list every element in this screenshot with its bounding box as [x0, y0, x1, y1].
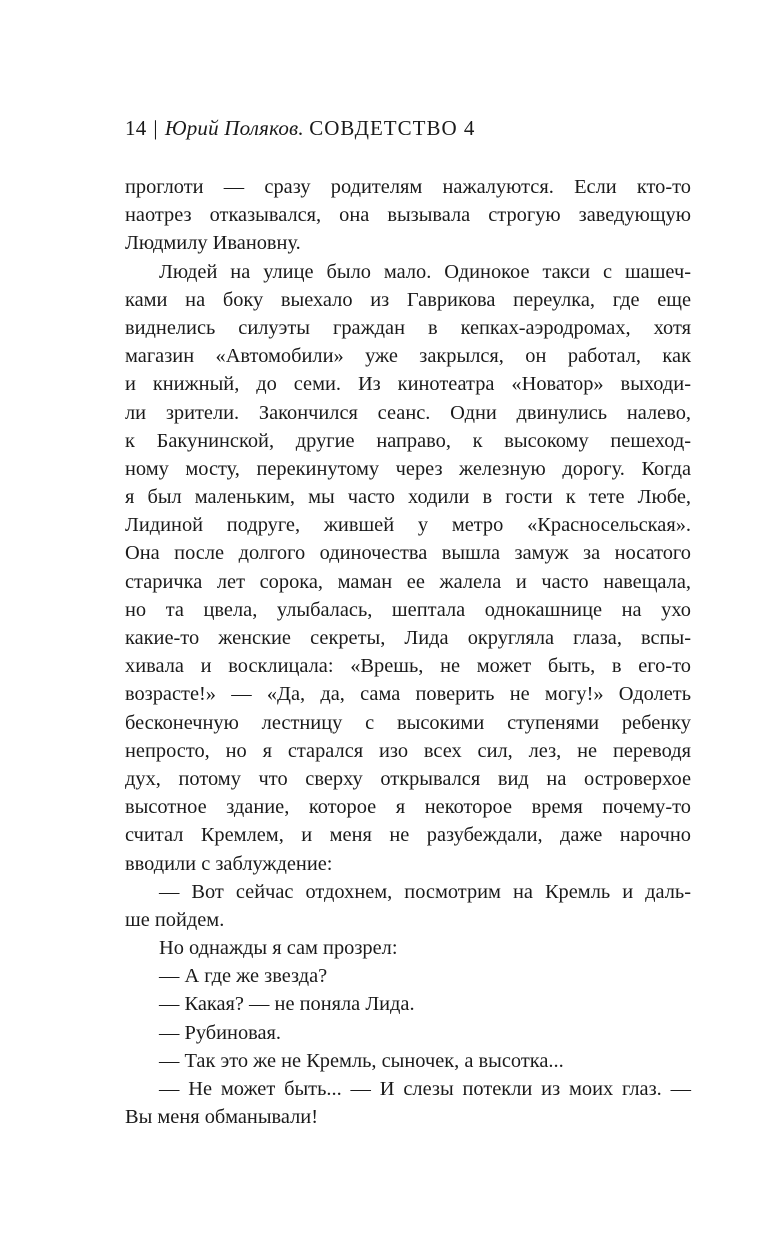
text-line: я был маленьким, мы часто ходили в гости к тете Любе,	[125, 486, 691, 509]
text-line: непросто, но я старался изо всех сил, лез, не переводя	[125, 739, 691, 762]
text-line: старичка лет сорока, маман ее жалела и часто навещала,	[125, 570, 691, 593]
header-author: Юрий Поляков.	[164, 116, 304, 140]
text-line: возрасте!» — «Да, да, сама поверить не могу!» Одолеть	[125, 683, 691, 706]
text-line: — Вот сейчас отдохнем, посмотрим на Кремль и даль-	[159, 880, 691, 903]
text-line: хивала и восклицала: «Врешь, не может быть, в его-то	[125, 655, 691, 678]
text-line: бесконечную лестницу с высокими ступенями ребенку	[125, 711, 691, 734]
text-line: Она после долгого одиночества вышла замуж за носатого	[125, 542, 691, 565]
text-line: и книжный, до семи. Из кинотеатра «Новатор» выходи-	[125, 373, 691, 396]
text-line: ли зрители. Закончился сеанс. Одни двинулись налево,	[125, 401, 691, 424]
text-line: какие-то женские секреты, Лида округляла глаза, вспы-	[125, 627, 691, 649]
text-line: — А где же звезда?	[159, 965, 328, 988]
text-line: Людей на улице было мало. Одинокое такси с шашеч-	[159, 260, 691, 283]
text-line: дух, потому что сверху открывался вид на островерхое	[125, 767, 691, 790]
page-number: 14	[125, 116, 147, 140]
text-line: наотрез отказывался, она вызывала строгую заведующую	[125, 204, 691, 227]
text-line: высотное здание, которое я некоторое время почему-то	[125, 796, 691, 819]
running-header	[125, 114, 475, 142]
text-line: — Не может быть... — И слезы потекли из моих глаз. —	[159, 1078, 691, 1100]
header-book-title: СОВДЕТСТВО 4	[309, 116, 476, 140]
text-line: считал Кремлем, и меня не разубеждали, даже нарочно	[125, 824, 691, 847]
text-line: вводили с заблуждение:	[125, 852, 333, 875]
text-line: — Рубиновая.	[159, 1021, 282, 1044]
text-line: ками на боку выехало из Гаврикова переулка, где еще	[125, 288, 691, 311]
text-line: к Бакунинской, другие направо, к высокому пешеход-	[125, 429, 691, 452]
body-text	[125, 173, 691, 1131]
text-line: ному мосту, перекинутому через железную дорогу. Когда	[125, 457, 691, 480]
text-line: Людмилу Ивановну.	[125, 232, 301, 255]
text-line: магазин «Автомобили» уже закрылся, он работал, как	[125, 345, 691, 368]
text-line: ше пойдем.	[125, 908, 225, 931]
text-line: — Какая? — не поняла Лида.	[159, 993, 415, 1016]
text-line: Лидиной подруге, жившей у метро «Красносельская».	[125, 514, 691, 537]
text-line: проглоти — сразу родителям нажалуются. Если кто-то	[125, 176, 691, 198]
text-line: — Так это же не Кремль, сыночек, а высотка...	[159, 1049, 564, 1072]
text-line: Но однажды я сам прозрел:	[159, 937, 398, 960]
text-line: виднелись силуэты граждан в кепках-аэродромах, хотя	[125, 316, 691, 339]
header-separator: |	[153, 116, 158, 140]
text-line: но та цвела, улыбалась, шептала однокашнице на ухо	[125, 598, 691, 621]
text-line: Вы меня обманывали!	[125, 1106, 319, 1129]
